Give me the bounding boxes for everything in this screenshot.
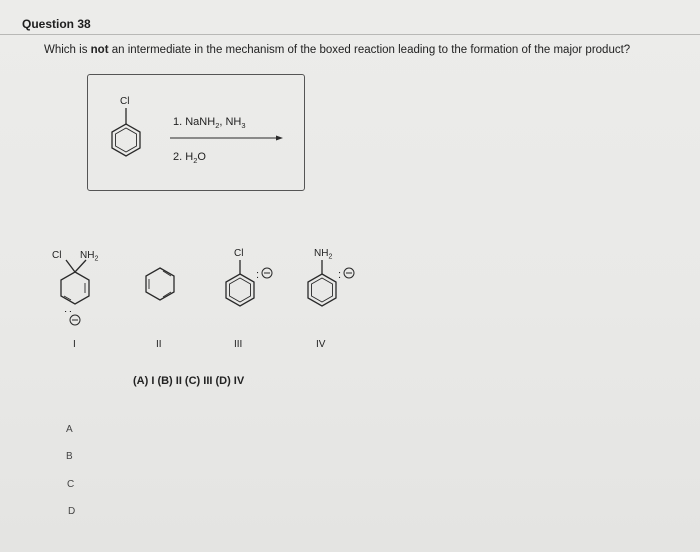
answer-choices-text: (A) I (B) II (C) III (D) IV [133, 375, 245, 387]
option-b[interactable]: B [66, 451, 73, 462]
prompt-emphasis: not [90, 44, 109, 56]
structure-i [61, 260, 89, 304]
numeral-ii: II [156, 339, 162, 350]
reactant-chlorobenzene [112, 108, 140, 156]
numeral-i: I [73, 339, 76, 350]
option-a[interactable]: A [66, 424, 73, 435]
reagent-step-1: 1. NaNH$_2$, $NH_3$ [173, 116, 246, 130]
structure-iii-cl-label: Cl [234, 248, 244, 259]
option-c[interactable]: C [67, 479, 75, 490]
reagent-step-2: 2. $H_2O$ [173, 151, 206, 165]
structure-i-lone-pair: : [62, 310, 74, 314]
structure-i-nh2-label: $NH_2$ [80, 250, 99, 263]
option-d[interactable]: D [68, 506, 76, 517]
structure-iii-lone-pair: : [256, 269, 260, 281]
prompt-text-start: Which is [44, 44, 91, 56]
prompt-text-end: an intermediate in the mechanism of the boxed reaction leading to the formation of the major product? [108, 44, 631, 56]
structure-ii-benzyne [146, 268, 174, 300]
structure-i-cl-label: Cl [52, 250, 62, 261]
reactant-substituent-label: Cl [120, 96, 130, 107]
structure-iii [226, 260, 254, 306]
structure-iv-nh2-label: $NH_2$ [314, 248, 333, 261]
structure-iv-lone-pair: : [338, 269, 342, 281]
question-title: Question 38 [22, 17, 91, 31]
reaction-arrowhead [276, 136, 283, 141]
numeral-iv: IV [316, 339, 326, 350]
structure-iv [308, 260, 336, 306]
numeral-iii: III [234, 339, 243, 350]
